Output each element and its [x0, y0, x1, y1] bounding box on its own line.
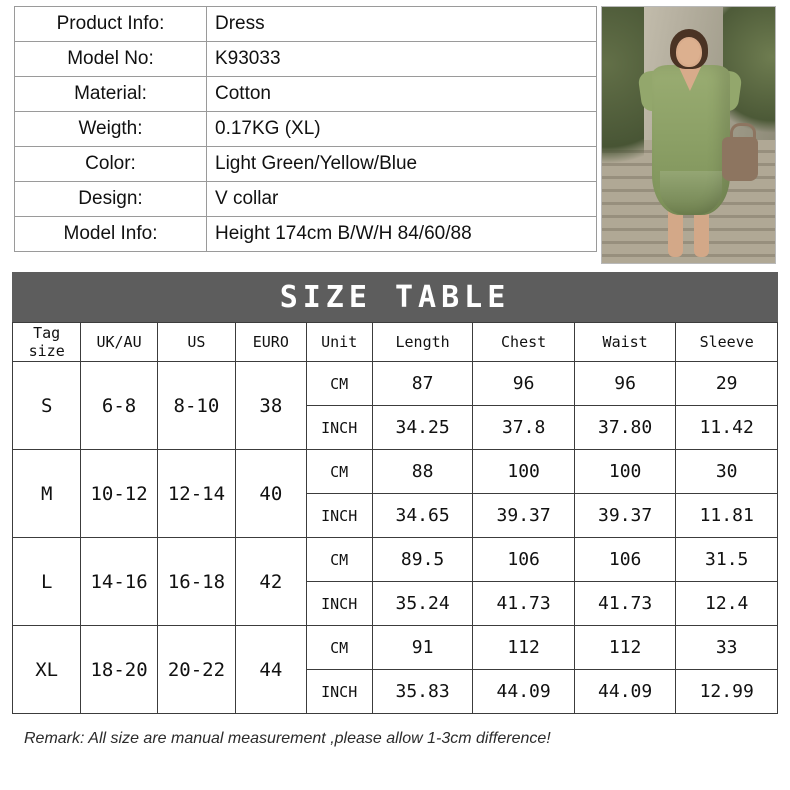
- table-row: [15, 112, 597, 147]
- photo-foliage-left: [601, 7, 644, 197]
- info-label: Model No:: [15, 42, 207, 77]
- cell-chest: 100: [473, 450, 575, 494]
- cell-sleeve: 12.99: [676, 670, 778, 714]
- cell-us: 16-18: [157, 538, 235, 626]
- product-info-section: [0, 0, 790, 268]
- cell-length: 35.24: [372, 582, 473, 626]
- header-sleeve: Sleeve: [676, 323, 778, 362]
- cell-euro: 42: [236, 538, 306, 626]
- cell-length: 89.5: [372, 538, 473, 582]
- header-length: Length: [372, 323, 473, 362]
- cell-length: 34.25: [372, 406, 473, 450]
- cell-sleeve: 31.5: [676, 538, 778, 582]
- cell-uk-au: 6-8: [81, 362, 157, 450]
- cell-unit: INCH: [306, 582, 372, 626]
- info-label: Weigth:: [15, 112, 207, 147]
- product-info-table: [14, 6, 597, 252]
- cell-length: 91: [372, 626, 473, 670]
- table-row: [13, 450, 778, 494]
- cell-tag-size: S: [13, 362, 81, 450]
- cell-chest: 106: [473, 538, 575, 582]
- cell-unit: INCH: [306, 406, 372, 450]
- info-label: Model Info:: [15, 217, 207, 252]
- table-row: [15, 182, 597, 217]
- cell-tag-size: XL: [13, 626, 81, 714]
- cell-us: 12-14: [157, 450, 235, 538]
- info-label: Product Info:: [15, 7, 207, 42]
- info-value: Dress: [207, 7, 597, 42]
- info-label: Design:: [15, 182, 207, 217]
- info-value: K93033: [207, 42, 597, 77]
- cell-sleeve: 11.42: [676, 406, 778, 450]
- cell-chest: 112: [473, 626, 575, 670]
- cell-chest: 96: [473, 362, 575, 406]
- cell-chest: 44.09: [473, 670, 575, 714]
- handbag: [722, 137, 758, 181]
- cell-length: 35.83: [372, 670, 473, 714]
- model-photo: [601, 6, 776, 264]
- size-table: [12, 322, 778, 714]
- model-face: [678, 39, 700, 65]
- table-row: [13, 538, 778, 582]
- cell-waist: 39.37: [574, 494, 676, 538]
- cell-sleeve: 29: [676, 362, 778, 406]
- cell-uk-au: 10-12: [81, 450, 157, 538]
- cell-tag-size: L: [13, 538, 81, 626]
- cell-waist: 100: [574, 450, 676, 494]
- cell-unit: CM: [306, 450, 372, 494]
- cell-unit: INCH: [306, 494, 372, 538]
- cell-euro: 40: [236, 450, 306, 538]
- table-row: [13, 626, 778, 670]
- table-row: [15, 147, 597, 182]
- info-label: Color:: [15, 147, 207, 182]
- info-value: Light Green/Yellow/Blue: [207, 147, 597, 182]
- info-label: Material:: [15, 77, 207, 112]
- cell-sleeve: 30: [676, 450, 778, 494]
- cell-unit: INCH: [306, 670, 372, 714]
- cell-waist: 106: [574, 538, 676, 582]
- cell-waist: 112: [574, 626, 676, 670]
- header-uk-au: UK/AU: [81, 323, 157, 362]
- size-table-header-row: [13, 323, 778, 362]
- cell-sleeve: 12.4: [676, 582, 778, 626]
- cell-waist: 44.09: [574, 670, 676, 714]
- header-waist: Waist: [574, 323, 676, 362]
- cell-unit: CM: [306, 626, 372, 670]
- header-us: US: [157, 323, 235, 362]
- cell-us: 8-10: [157, 362, 235, 450]
- cell-length: 34.65: [372, 494, 473, 538]
- table-row: [15, 7, 597, 42]
- cell-unit: CM: [306, 538, 372, 582]
- cell-uk-au: 14-16: [81, 538, 157, 626]
- cell-chest: 41.73: [473, 582, 575, 626]
- header-unit: Unit: [306, 323, 372, 362]
- cell-unit: CM: [306, 362, 372, 406]
- cell-euro: 38: [236, 362, 306, 450]
- cell-us: 20-22: [157, 626, 235, 714]
- size-table-title: SIZE TABLE: [12, 272, 778, 322]
- info-value: Height 174cm B/W/H 84/60/88: [207, 217, 597, 252]
- cell-chest: 39.37: [473, 494, 575, 538]
- cell-waist: 37.80: [574, 406, 676, 450]
- cell-sleeve: 33: [676, 626, 778, 670]
- table-row: [15, 42, 597, 77]
- info-value: 0.17KG (XL): [207, 112, 597, 147]
- header-chest: Chest: [473, 323, 575, 362]
- cell-euro: 44: [236, 626, 306, 714]
- table-row: [15, 77, 597, 112]
- cell-length: 88: [372, 450, 473, 494]
- header-tag-size: Tag size: [13, 323, 81, 362]
- cell-uk-au: 18-20: [81, 626, 157, 714]
- info-value: V collar: [207, 182, 597, 217]
- header-euro: EURO: [236, 323, 306, 362]
- cell-sleeve: 11.81: [676, 494, 778, 538]
- cell-length: 87: [372, 362, 473, 406]
- table-row: [15, 217, 597, 252]
- info-value: Cotton: [207, 77, 597, 112]
- table-row: [13, 362, 778, 406]
- cell-waist: 41.73: [574, 582, 676, 626]
- cell-tag-size: M: [13, 450, 81, 538]
- cell-waist: 96: [574, 362, 676, 406]
- remark-text: Remark: All size are manual measurement ,please allow 1-3cm difference!: [24, 730, 551, 747]
- cell-chest: 37.8: [473, 406, 575, 450]
